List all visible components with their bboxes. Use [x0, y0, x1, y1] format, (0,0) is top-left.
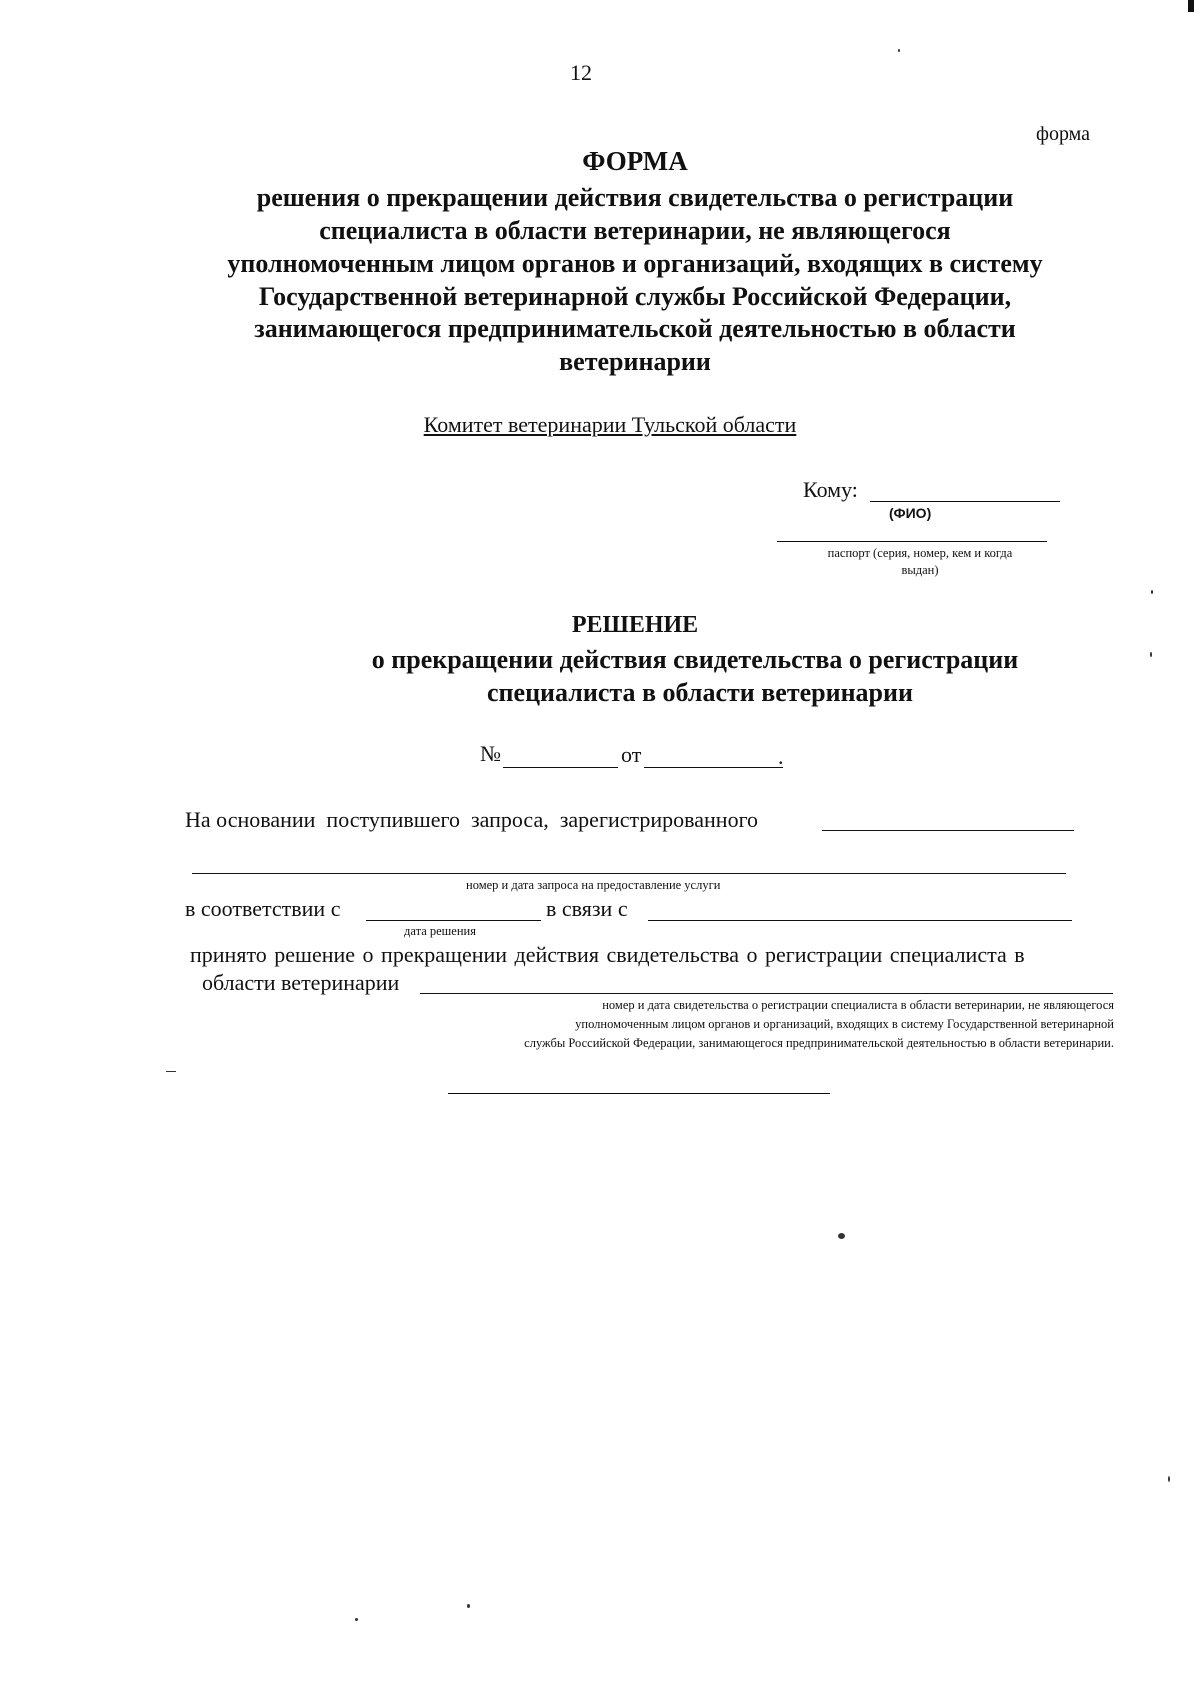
request-caption: номер и дата запроса на предоставление услуги [466, 878, 721, 892]
decision-line: специалиста в области ветеринарии [487, 678, 913, 707]
scan-speck [467, 1604, 470, 1608]
page-number: 12 [570, 60, 592, 85]
passport-caption: паспорт (серия, номер, кем и когда [827, 546, 1013, 560]
decision-heading: РЕШЕНИЕ [571, 612, 699, 638]
certificate-caption: уполномоченным лицом органов и организаций, входящих в систему Государственной ветеринарной [575, 1017, 1114, 1031]
scan-speck [838, 1233, 845, 1239]
signature-line [448, 1093, 830, 1094]
scan-mark [1188, 0, 1194, 12]
registration-field-line [822, 830, 1074, 831]
request-field-line [192, 873, 1066, 874]
certificate-caption: номер и дата свидетельства о регистрации специалиста в области ветеринарии, не являющегося [602, 998, 1114, 1012]
scan-speck [355, 1618, 358, 1621]
subtitle-line: уполномоченным лицом органов и организаций, входящих в систему [227, 249, 1043, 278]
recipient-label: Кому: [803, 477, 858, 502]
date-suffix: . [778, 744, 784, 769]
scan-speck [1168, 1476, 1170, 1482]
scan-speck [1151, 590, 1153, 594]
subtitle-line: Государственной ветеринарной службы Российской Федерации, [258, 282, 1012, 311]
scan-speck [898, 49, 900, 52]
document-title: ФОРМА [582, 146, 688, 176]
authority-name: Комитет ветеринарии Тульской области [423, 412, 797, 437]
date-prefix: от [618, 742, 644, 768]
form-marker: форма [1036, 123, 1091, 145]
decision-line: о прекращении действия свидетельства о регистрации [371, 645, 1019, 674]
adopted-text: принято решение о прекращении действия свидетельства о регистрации специалиста в [190, 942, 1025, 967]
passport-line [777, 541, 1047, 542]
fio-caption: (ФИО) [889, 505, 932, 521]
certificate-caption: службы Российской Федерации, занимающегося предпринимательской деятельностью в области ветеринарии. [524, 1036, 1114, 1050]
recipient-fio-line [870, 501, 1060, 502]
reason-field-line [648, 920, 1072, 921]
accordance-text: в соответствии с [185, 896, 341, 921]
decision-date-line [366, 920, 541, 921]
subtitle-line: решения о прекращении действия свидетельства о регистрации [256, 183, 1014, 212]
passport-caption: выдан) [901, 563, 939, 577]
basis-text: На основании поступившего запроса, зарегистрированного [185, 807, 759, 832]
adopted-text: области ветеринарии [202, 970, 400, 995]
subtitle-line: занимающегося предпринимательской деятельностью в области [254, 314, 1016, 343]
subtitle-line: ветеринарии [559, 347, 711, 376]
number-sign: № [480, 741, 501, 766]
subtitle-line: специалиста в области ветеринарии, не являющегося [319, 216, 951, 245]
due-to-text: в связи с [546, 896, 628, 921]
scan-speck [1150, 652, 1152, 657]
certificate-field-line [420, 993, 1113, 994]
scan-dash [166, 1071, 176, 1072]
decision-date-caption: дата решения [404, 924, 476, 938]
